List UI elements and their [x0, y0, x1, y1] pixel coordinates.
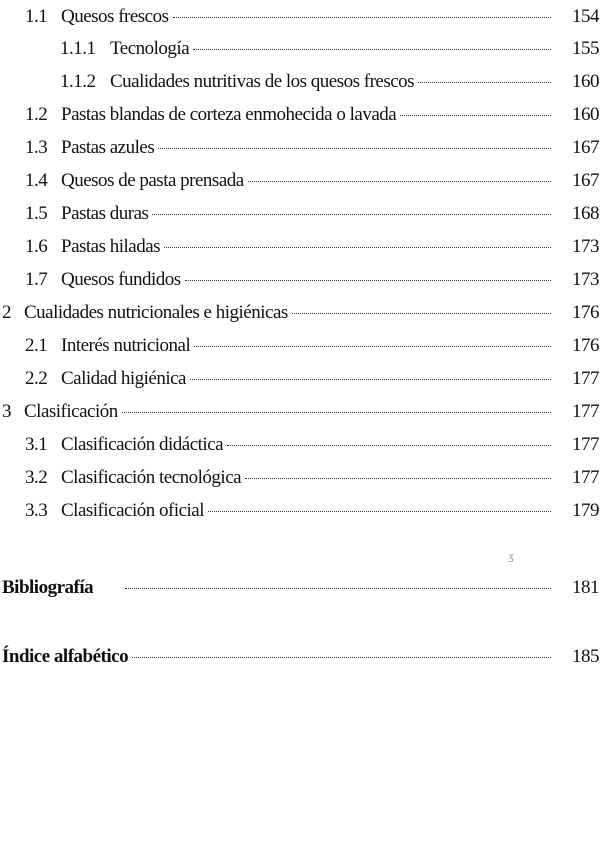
toc-entry-page: 185 — [572, 646, 599, 667]
toc-entry-1-1-1 — [60, 38, 553, 60]
dot-leader — [400, 115, 551, 116]
toc-entry-title: Quesos de pasta prensada — [61, 170, 244, 191]
toc-entry-1-2 — [25, 104, 553, 126]
dot-leader — [173, 17, 551, 18]
toc-entry-number: 1.6 — [25, 236, 48, 257]
toc-entry-page: 176 — [572, 302, 599, 323]
toc-entry-number: 1.1 — [25, 6, 48, 27]
toc-entry-title: Pastas hiladas — [61, 236, 161, 257]
toc-entry-title: Cualidades nutricionales e higiénicas — [24, 302, 288, 323]
toc-entry-number: 2.1 — [25, 335, 48, 356]
toc-entry-1-7 — [25, 269, 553, 291]
dot-leader — [208, 511, 551, 512]
dot-leader — [185, 280, 551, 281]
toc-entry-number: 1.5 — [25, 203, 48, 224]
toc-entry-title: Pastas duras — [61, 203, 149, 224]
toc-entry-title: Quesos fundidos — [61, 269, 181, 290]
toc-entry-1-1 — [25, 6, 553, 28]
dot-leader — [152, 214, 551, 215]
toc-entry-1-1-2 — [60, 71, 553, 93]
toc-entry-1-3 — [25, 137, 553, 159]
toc-entry-page: 177 — [572, 368, 599, 389]
toc-entry-title: Índice alfabético — [2, 646, 129, 667]
dot-leader — [190, 379, 551, 380]
toc-entry-1-4 — [25, 170, 553, 192]
toc-entry-title: Cualidades nutritivas de los quesos frescos — [110, 71, 415, 92]
dot-leader — [158, 148, 551, 149]
scan-speck: ʒ — [508, 552, 514, 563]
toc-entry-page: 177 — [572, 434, 599, 455]
dot-leader — [418, 82, 551, 83]
toc-entry-2-1 — [25, 335, 553, 357]
toc-entry-title: Calidad higiénica — [61, 368, 186, 389]
toc-entry-title: Quesos frescos — [61, 6, 169, 27]
dot-leader — [248, 181, 551, 182]
toc-entry-bibliography — [2, 577, 553, 599]
toc-entry-title: Clasificación didáctica — [61, 434, 224, 455]
toc-entry-title: Pastas blandas de corteza enmohecida o lavada — [61, 104, 397, 125]
toc-entry-page: 154 — [572, 6, 599, 27]
toc-entry-number: 2.2 — [25, 368, 48, 389]
dot-leader — [125, 588, 551, 589]
toc-entry-page: 173 — [572, 236, 599, 257]
toc-entry-page: 177 — [572, 467, 599, 488]
toc-entry-3 — [2, 401, 553, 423]
toc-entry-number: 3.2 — [25, 467, 48, 488]
toc-entry-number: 1.3 — [25, 137, 48, 158]
toc-entry-3-1 — [25, 434, 553, 456]
toc-entry-number: 1.2 — [25, 104, 48, 125]
toc-entry-1-6 — [25, 236, 553, 258]
toc-entry-2-2 — [25, 368, 553, 390]
toc-entry-page: 176 — [572, 335, 599, 356]
dot-leader — [245, 478, 551, 479]
toc-entry-title: Clasificación — [24, 401, 118, 422]
toc-entry-page: 177 — [572, 401, 599, 422]
toc-entry-number: 3 — [2, 401, 11, 422]
toc-entry-number: 1.1.1 — [60, 38, 96, 59]
dot-leader — [132, 657, 551, 658]
toc-entry-number: 3.3 — [25, 500, 48, 521]
dot-leader — [194, 346, 551, 347]
toc-entry-page: 181 — [572, 577, 599, 598]
toc-entry-number: 1.1.2 — [60, 71, 96, 92]
toc-entry-page: 160 — [572, 104, 599, 125]
toc-entry-number: 3.1 — [25, 434, 48, 455]
toc-entry-title: Bibliografía — [2, 577, 94, 598]
dot-leader — [122, 412, 551, 413]
toc-entry-title: Clasificación tecnológica — [61, 467, 242, 488]
dot-leader — [193, 49, 551, 50]
toc-entry-page: 179 — [572, 500, 599, 521]
toc-entry-page: 173 — [572, 269, 599, 290]
toc-entry-index — [2, 646, 553, 668]
toc-entry-1-5 — [25, 203, 553, 225]
toc-entry-3-3 — [25, 500, 553, 522]
toc-entry-page: 167 — [572, 170, 599, 191]
toc-entry-2 — [2, 302, 553, 324]
dot-leader — [292, 313, 551, 314]
dot-leader — [227, 445, 551, 446]
toc-entry-page: 168 — [572, 203, 599, 224]
toc-entry-title: Clasificación oficial — [61, 500, 205, 521]
toc-entry-title: Pastas azules — [61, 137, 155, 158]
toc-entry-page: 167 — [572, 137, 599, 158]
dot-leader — [164, 247, 551, 248]
toc-entry-title: Tecnología — [110, 38, 190, 59]
toc-entry-page: 155 — [572, 38, 599, 59]
toc-entry-title: Interés nutricional — [61, 335, 191, 356]
toc-entry-number: 1.4 — [25, 170, 48, 191]
toc-entry-number: 1.7 — [25, 269, 48, 290]
toc-entry-page: 160 — [572, 71, 599, 92]
toc-entry-number: 2 — [2, 302, 11, 323]
toc-entry-3-2 — [25, 467, 553, 489]
